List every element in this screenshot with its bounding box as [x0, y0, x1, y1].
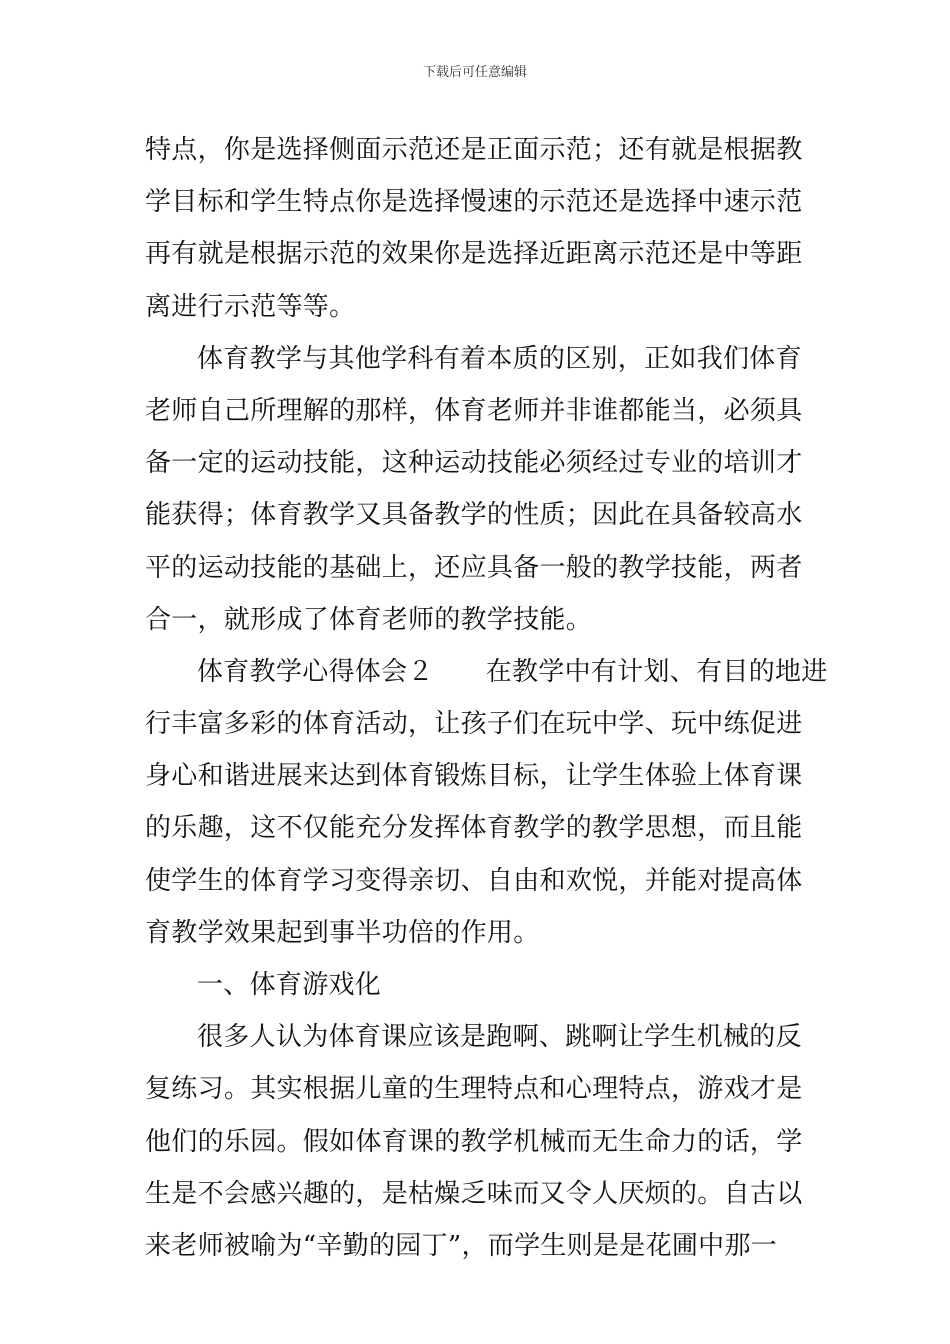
text-line: 使学生的体育学习变得亲切、自由和欢悦，并能对提高体 — [145, 865, 803, 896]
text-line: 他们的乐园。假如体育课的教学机械而无生命力的话，学 — [145, 1126, 803, 1157]
text-line: 行丰富多彩的体育活动，让孩子们在玩中学、玩中练促进 — [145, 709, 803, 740]
paragraph-start-line: 体育教学与其他学科有着本质的区别，正如我们体育 — [197, 343, 802, 374]
text-line: 来老师被喻为“辛勤的园丁”，而学生则是是花圃中那一 — [145, 1230, 778, 1261]
text-line: 特点，你是选择侧面示范还是正面示范；还有就是根据教 — [145, 135, 803, 165]
section-intro: 在教学中有计划、有目的地进 — [485, 656, 828, 687]
document-body — [145, 124, 828, 1272]
text-line: 离进行示范等等。 — [145, 291, 356, 322]
text-line: 育教学效果起到事半功倍的作用。 — [145, 917, 540, 948]
text-line: 复练习。其实根据儿童的生理特点和心理特点，游戏才是 — [145, 1074, 803, 1105]
text-line: 平的运动技能的基础上，还应具备一般的教学技能，两者 — [145, 552, 803, 583]
text-line: 能获得；体育教学又具备教学的性质；因此在具备较高水 — [145, 500, 803, 531]
section-title: 体育教学心得体会２ — [197, 656, 434, 687]
text-line: 生是不会感兴趣的，是枯燥乏味而又令人厌烦的。自古以 — [145, 1178, 803, 1209]
text-line: 身心和谐进展来达到体育锻炼目标，让学生体验上体育课 — [145, 761, 803, 792]
text-line: 再有就是根据示范的效果你是选择近距离示范还是中等距 — [145, 239, 803, 270]
text-line: 学目标和学生特点你是选择慢速的示范还是选择中速示范 — [145, 187, 803, 218]
text-line: 的乐趣，这不仅能充分发挥体育教学的教学思想，而且能 — [145, 813, 803, 844]
section-title-line — [145, 646, 828, 698]
text-line: 老师自己所理解的那样，体育老师并非谁都能当，必须具 — [145, 395, 803, 426]
page-header: 下载后可任意编辑 — [422, 65, 527, 80]
subheading: 一、体育游戏化 — [197, 970, 382, 1000]
text-line: 备一定的运动技能，这种运动技能必须经过专业的培训才 — [145, 448, 803, 479]
paragraph-start-line: 很多人认为体育课应该是跑啊、跳啊让学生机械的反 — [197, 1022, 802, 1053]
text-line: 合一，就形成了体育老师的教学技能。 — [145, 604, 593, 635]
